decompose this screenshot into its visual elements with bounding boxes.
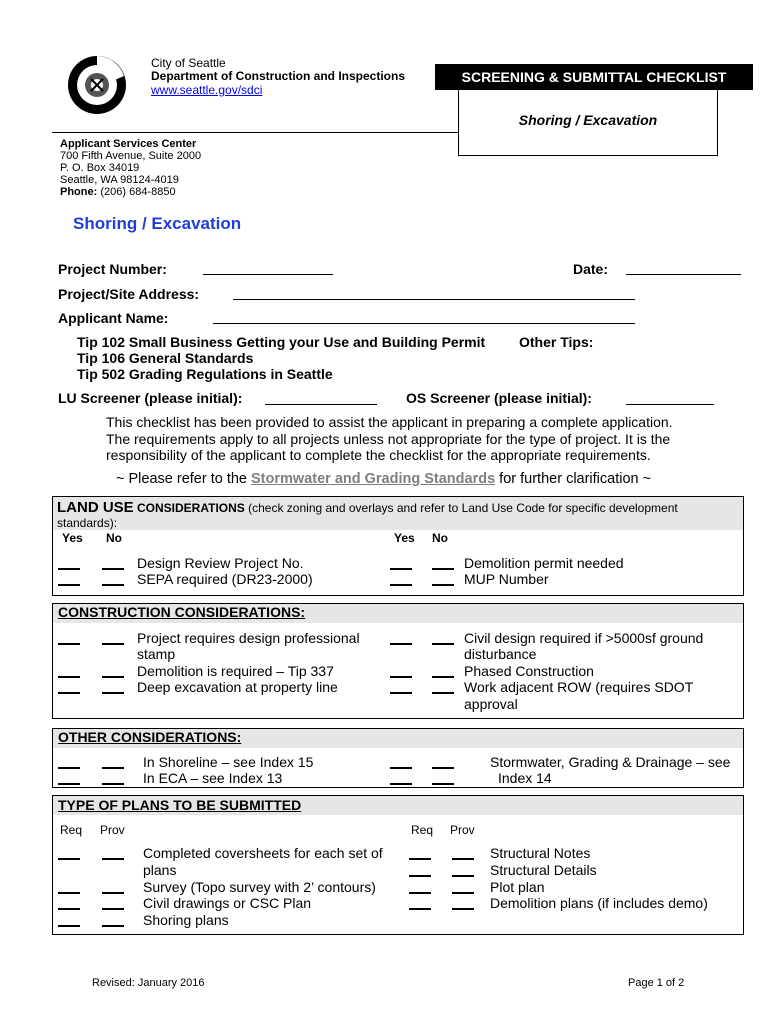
tip-102: Tip 102 Small Business Getting your Use and Building Permit (77, 334, 486, 350)
checkbox-blank[interactable] (432, 584, 454, 586)
checkbox-blank[interactable] (58, 783, 80, 785)
checkbox-blank[interactable] (390, 584, 412, 586)
project-number-field[interactable] (203, 274, 333, 275)
checkbox-blank[interactable] (58, 908, 80, 910)
address-line1: 700 Fifth Avenue, Suite 2000 (60, 150, 202, 162)
shoreline-item: In Shoreline – see Index 15 (143, 754, 314, 770)
construction-title: CONSTRUCTION CONSIDERATIONS: (58, 604, 306, 620)
work-adjacent-row-item-cont: approval (464, 696, 518, 712)
stormwater-item: Stormwater, Grading & Drainage – see (490, 754, 731, 770)
req-label-left: Req (60, 823, 83, 837)
checkbox-blank[interactable] (58, 767, 80, 769)
checkbox-blank[interactable] (409, 858, 431, 860)
checkbox-blank[interactable] (452, 858, 474, 860)
address-name: Applicant Services Center (60, 138, 197, 150)
work-adjacent-row-item: Work adjacent ROW (requires SDOT (464, 679, 694, 695)
checkbox-blank[interactable] (102, 783, 124, 785)
land-use-desc-b: standards): (57, 516, 118, 530)
checkbox-blank[interactable] (390, 767, 412, 769)
checkbox-blank[interactable] (432, 767, 454, 769)
shoring-plans-item: Shoring plans (143, 912, 229, 928)
civil-drawings-item: Civil drawings or CSC Plan (143, 895, 312, 911)
prov-label-right: Prov (450, 823, 475, 837)
checkbox-blank[interactable] (409, 892, 431, 894)
website-link[interactable]: www.seattle.gov/sdci (151, 83, 263, 97)
checkbox-blank[interactable] (432, 568, 454, 570)
phased-construction-item: Phased Construction (464, 663, 594, 679)
os-screener-label: OS Screener (please initial): (406, 390, 592, 406)
design-stamp-item-cont: stamp (137, 646, 176, 662)
req-label-right: Req (411, 823, 434, 837)
checkbox-blank[interactable] (409, 875, 431, 877)
checkbox-blank[interactable] (102, 925, 124, 927)
address-line3: Seattle, WA 98124-4019 (60, 174, 179, 186)
coversheets-item: Completed coversheets for each set of (143, 845, 383, 861)
checkbox-blank[interactable] (58, 892, 80, 894)
checkbox-blank[interactable] (58, 584, 80, 586)
checkbox-blank[interactable] (432, 783, 454, 785)
checkbox-blank[interactable] (102, 568, 124, 570)
checkbox-blank[interactable] (409, 908, 431, 910)
phone-label: Phone: (60, 186, 98, 198)
checkbox-blank[interactable] (452, 908, 474, 910)
checkbox-blank[interactable] (102, 892, 124, 894)
applicant-name-field[interactable] (213, 323, 635, 324)
checkbox-blank[interactable] (102, 767, 124, 769)
land-use-yes-left: Yes (62, 531, 83, 545)
intro-line1: This checklist has been provided to assist the applicant in preparing a complete application. (106, 414, 673, 430)
checkbox-blank[interactable] (432, 692, 454, 694)
eca-item: In ECA – see Index 13 (143, 770, 283, 786)
site-address-label: Project/Site Address: (58, 286, 200, 302)
address-line2: P. O. Box 34019 (60, 162, 140, 174)
date-field[interactable] (626, 274, 741, 275)
checkbox-blank[interactable] (452, 892, 474, 894)
other-tips-label: Other Tips: (519, 334, 594, 350)
checkbox-blank[interactable] (102, 676, 124, 678)
stormwater-standards-link[interactable]: Stormwater and Grading Standards (251, 471, 496, 487)
survey-item: Survey (Topo survey with 2’ contours) (143, 879, 376, 895)
checkbox-blank[interactable] (390, 568, 412, 570)
checkbox-blank[interactable] (390, 643, 412, 645)
header-rule (52, 132, 458, 133)
design-review-item: Design Review Project No. (137, 555, 304, 571)
structural-notes-item: Structural Notes (490, 845, 591, 861)
revised-date: Revised: January 2016 (92, 977, 205, 989)
lu-screener-field[interactable] (265, 404, 377, 405)
land-use-no-left: No (106, 531, 122, 545)
checkbox-blank[interactable] (432, 676, 454, 678)
page-number: Page 1 of 2 (628, 977, 685, 989)
refer-pre: ~ Please refer to the (116, 471, 252, 487)
checkbox-blank[interactable] (58, 858, 80, 860)
checkbox-blank[interactable] (58, 643, 80, 645)
other-title: OTHER CONSIDERATIONS: (58, 729, 242, 745)
land-use-title-b: CONSIDERATIONS (133, 501, 245, 515)
plans-title: TYPE OF PLANS TO BE SUBMITTED (58, 797, 302, 813)
checklist-title-bar: SCREENING & SUBMITTAL CHECKLIST (435, 64, 753, 90)
city-name: City of Seattle (151, 56, 226, 70)
refer-post: for further clarification ~ (495, 471, 652, 487)
date-label: Date: (573, 261, 609, 277)
lu-screener-label: LU Screener (please initial): (58, 390, 243, 406)
checkbox-blank[interactable] (58, 568, 80, 570)
site-address-field[interactable] (233, 299, 635, 300)
land-use-title: LAND USE (57, 499, 134, 516)
stormwater-item-cont: Index 14 (498, 770, 552, 786)
coversheets-item-cont: plans (143, 862, 177, 878)
checkbox-blank[interactable] (390, 692, 412, 694)
intro-line2: The requirements apply to all projects unless not appropriate for the type of project. It is the (106, 431, 671, 447)
plot-plan-item: Plot plan (490, 879, 545, 895)
checkbox-blank[interactable] (58, 676, 80, 678)
deep-excavation-item: Deep excavation at property line (137, 679, 338, 695)
land-use-desc: (check zoning and overlays and refer to Land Use Code for specific development (244, 501, 678, 515)
subject-text: Shoring / Excavation (518, 112, 658, 128)
tip-106: Tip 106 General Standards (77, 350, 254, 366)
checkbox-blank[interactable] (432, 643, 454, 645)
civil-design-item-cont: disturbance (464, 646, 537, 662)
checkbox-blank[interactable] (102, 692, 124, 694)
checkbox-blank[interactable] (102, 584, 124, 586)
demolition-permit-item: Demolition permit needed (464, 555, 624, 571)
department-name: Department of Construction and Inspections (151, 69, 406, 83)
checkbox-blank[interactable] (390, 676, 412, 678)
land-use-yes-right: Yes (394, 531, 415, 545)
phone-number: (206) 684-8850 (100, 186, 176, 198)
os-screener-field[interactable] (626, 404, 714, 405)
seattle-logo (66, 54, 128, 116)
civil-design-item: Civil design required if >5000sf ground (464, 630, 704, 646)
structural-details-item: Structural Details (490, 862, 597, 878)
sepa-item: SEPA required (DR23-2000) (137, 571, 313, 587)
tip-502: Tip 502 Grading Regulations in Seattle (77, 366, 333, 382)
design-stamp-item: Project requires design professional (137, 630, 360, 646)
applicant-name-label: Applicant Name: (58, 310, 169, 326)
checkbox-blank[interactable] (390, 783, 412, 785)
refer-line (116, 471, 651, 487)
project-number-label: Project Number: (58, 261, 167, 277)
prov-label-left: Prov (100, 823, 125, 837)
land-use-title-row (57, 499, 678, 516)
checkbox-blank[interactable] (102, 908, 124, 910)
mup-number-item: MUP Number (464, 571, 549, 587)
demolition-plans-item: Demolition plans (if includes demo) (490, 895, 708, 911)
checkbox-blank[interactable] (102, 858, 124, 860)
intro-line3: responsibility of the applicant to complete the checklist for the appropriate requirements. (106, 447, 651, 463)
checkbox-blank[interactable] (452, 875, 474, 877)
checkbox-blank[interactable] (58, 925, 80, 927)
land-use-no-right: No (432, 531, 448, 545)
checkbox-blank[interactable] (58, 692, 80, 694)
document-title: Shoring / Excavation (73, 214, 242, 233)
demolition-required-item: Demolition is required – Tip 337 (137, 663, 334, 679)
subject-box (458, 90, 718, 156)
checkbox-blank[interactable] (102, 643, 124, 645)
